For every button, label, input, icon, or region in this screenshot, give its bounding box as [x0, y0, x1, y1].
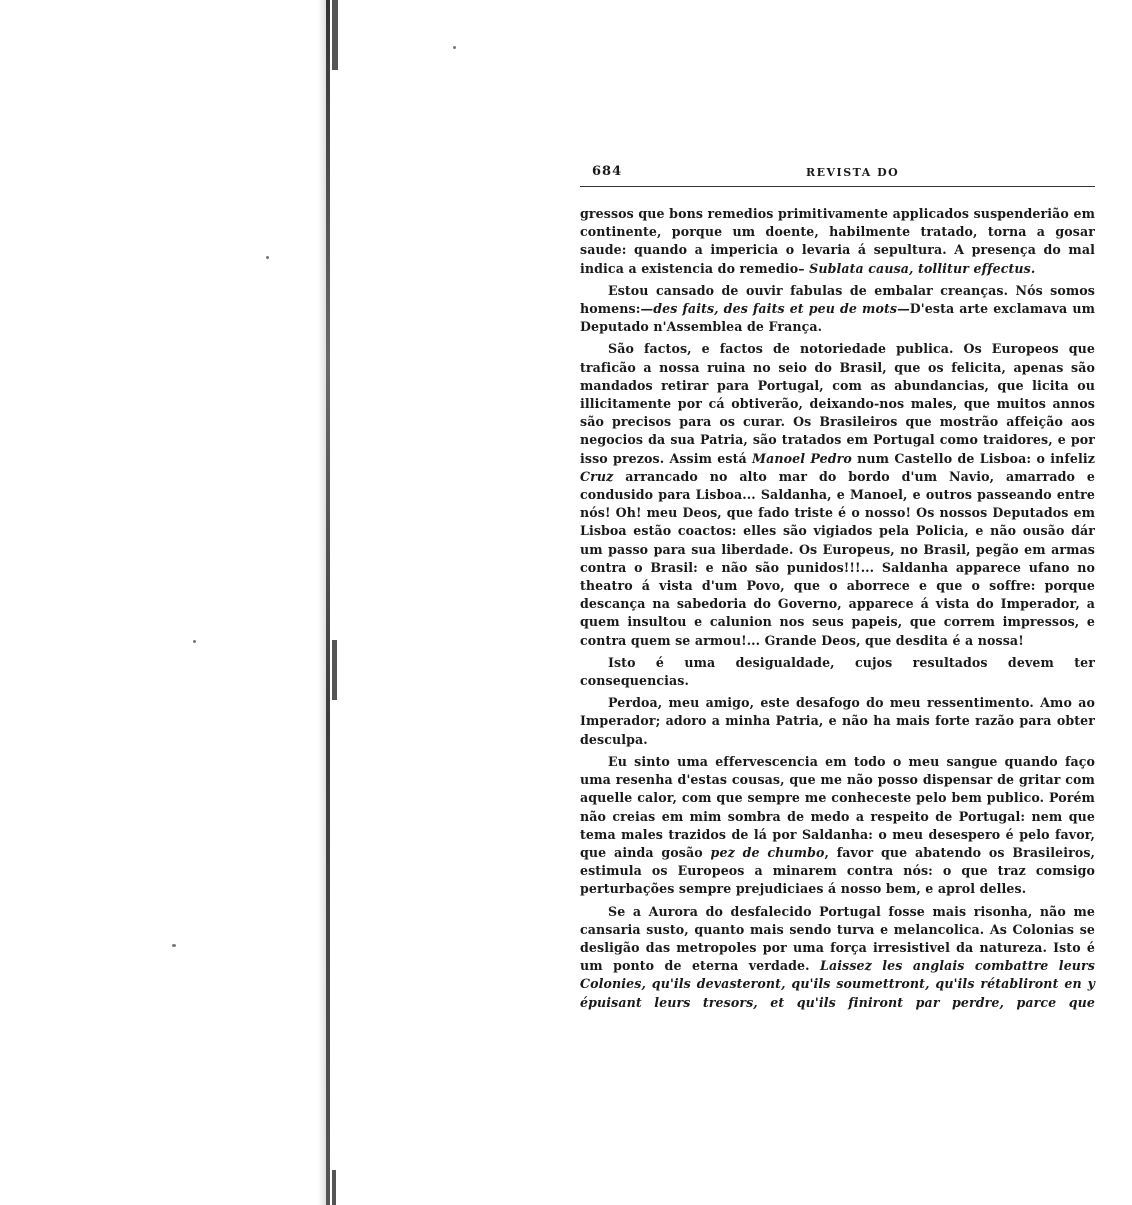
text-segment: Isto é uma desigualdade, cujos resultados devem ter consequencias. [580, 654, 1095, 689]
gutter-blot [332, 1170, 336, 1205]
text-segment-italic: Cruz [580, 468, 614, 484]
text-segment-italic: Sublata causa, tollitur effectus. [809, 260, 1036, 276]
book-page [580, 160, 1095, 1016]
paragraph [580, 205, 1095, 278]
gutter-shadow [318, 0, 326, 1205]
paper-speck [193, 640, 196, 643]
text-segment: gressos que bons remedios primitivamente applicados suspenderião em continente, porque um doente, habilmente tratado, torna a gosar saude: quando a impericia o levaria á sepultura. A presença do mal indica a existencia do remedio– [580, 206, 1095, 276]
text-segment: num Castello de Lisboa: o infeliz [851, 450, 1095, 466]
paper-speck [172, 944, 176, 947]
gutter-line [326, 0, 330, 1205]
paragraph [580, 903, 1095, 1012]
gutter-blot [332, 0, 338, 70]
paragraph [580, 282, 1095, 337]
paragraph [580, 753, 1095, 899]
text-segment-italic: des faits, des faits et peu de mots [653, 301, 898, 317]
paper-speck [266, 256, 269, 259]
paragraph [580, 654, 1095, 690]
paragraph [580, 340, 1095, 649]
text-segment: —D'esta arte exclamava um Deputado n'Assemblea de França. [580, 301, 1095, 335]
paragraph [580, 694, 1095, 749]
text-segment: Eu sinto uma effervescencia em todo o meu sangue quando faço uma resenha d'estas cousas, que me não posso dispensar de gritar com aquelle calor, com que sempre me conheceste pelo bem publico. Porém não creias em mim sombra de medo a respeito de Portugal: nem que tema males trazidos de lá por Saldanha: o meu desespero é pelo favor, que ainda gosão [580, 753, 1095, 860]
page-header [580, 160, 1095, 187]
text-segment: Perdoa, meu amigo, este desafogo do meu ressentimento. Amo ao Imperador; adoro a minha Patria, e não ha mais forte razão para obter desculpa. [580, 695, 1095, 747]
text-segment-italic: Laissez les anglais combattre leurs Colonies, qu'ils devasteront, qu'ils soumettront, qu'ils rétabliront en y épuisant leurs tresors, et qu'ils finiront par perdre, parce que [580, 958, 1095, 1010]
text-segment-italic: pez de chumbo [710, 844, 825, 860]
binding-gutter [300, 0, 360, 1205]
running-title: REVISTA DO [806, 166, 900, 179]
text-segment: Se a Aurora do desfalecido Portugal fosse mais risonha, não me cansaria susto, quanto mais sendo turva e melancolica. As Colonias se desligão das metropoles por uma força irresistivel da natureza. Isto é um ponto de eterna verdade. [580, 903, 1095, 974]
paper-speck [453, 46, 456, 49]
page-body [580, 187, 1095, 1012]
page-number: 684 [592, 164, 623, 179]
gutter-blot [332, 640, 337, 700]
text-segment: , favor que abatendo os Brasileiros, estimula os Europeos a minarem contra nós: o que traz comsigo perturbações sempre prejudiciaes á nosso bem, e aprol delles. [580, 844, 1096, 897]
text-segment-italic: Manoel Pedro [752, 450, 852, 466]
text-segment: Estou cansado de ouvir fabulas de embalar creanças. Nós somos homens:— [580, 282, 1095, 317]
text-segment: São factos, e factos de notoriedade publica. Os Europeos que traficão a nossa ruina no seio do Brasil, que os felicita, apenas são mandados retirar para Portugal, com as abundancias, que licita ou illicitamente por cá obtiverão, deixando-nos males, que muitos annos são precisos para os curar. Os Brasileiros que mostrão affeição aos negocios da sua Patria, são tratados em Portugal como traidores, e por isso prezos. Assim está [580, 341, 1095, 466]
text-segment: arrancado no alto mar do bordo d'um Navio, amarrado e condusido para Lisboa... Saldanha, e Manoel, e outros passeando entre nós! Oh! meu Deos, que fado triste é o nosso! Os nossos Deputados em Lisboa estão coactos: elles são vigiados pela Policia, e não ousão dár um passo para sua liberdade. Os Europeus, no Brasil, pegão em armas contra o Brasil: e não são punidos!!!... Saldanha apparece ufano no theatro á vista d'um Povo, que o aborrece e que o soffre: porque descança na sabedoria do Governo, apparece á vista do Imperador, a quem insultou e calunion nos seus papeis, que correm impressos, e contra quem se armou!... Grande Deos, que desdita é a nossa! [580, 468, 1095, 648]
